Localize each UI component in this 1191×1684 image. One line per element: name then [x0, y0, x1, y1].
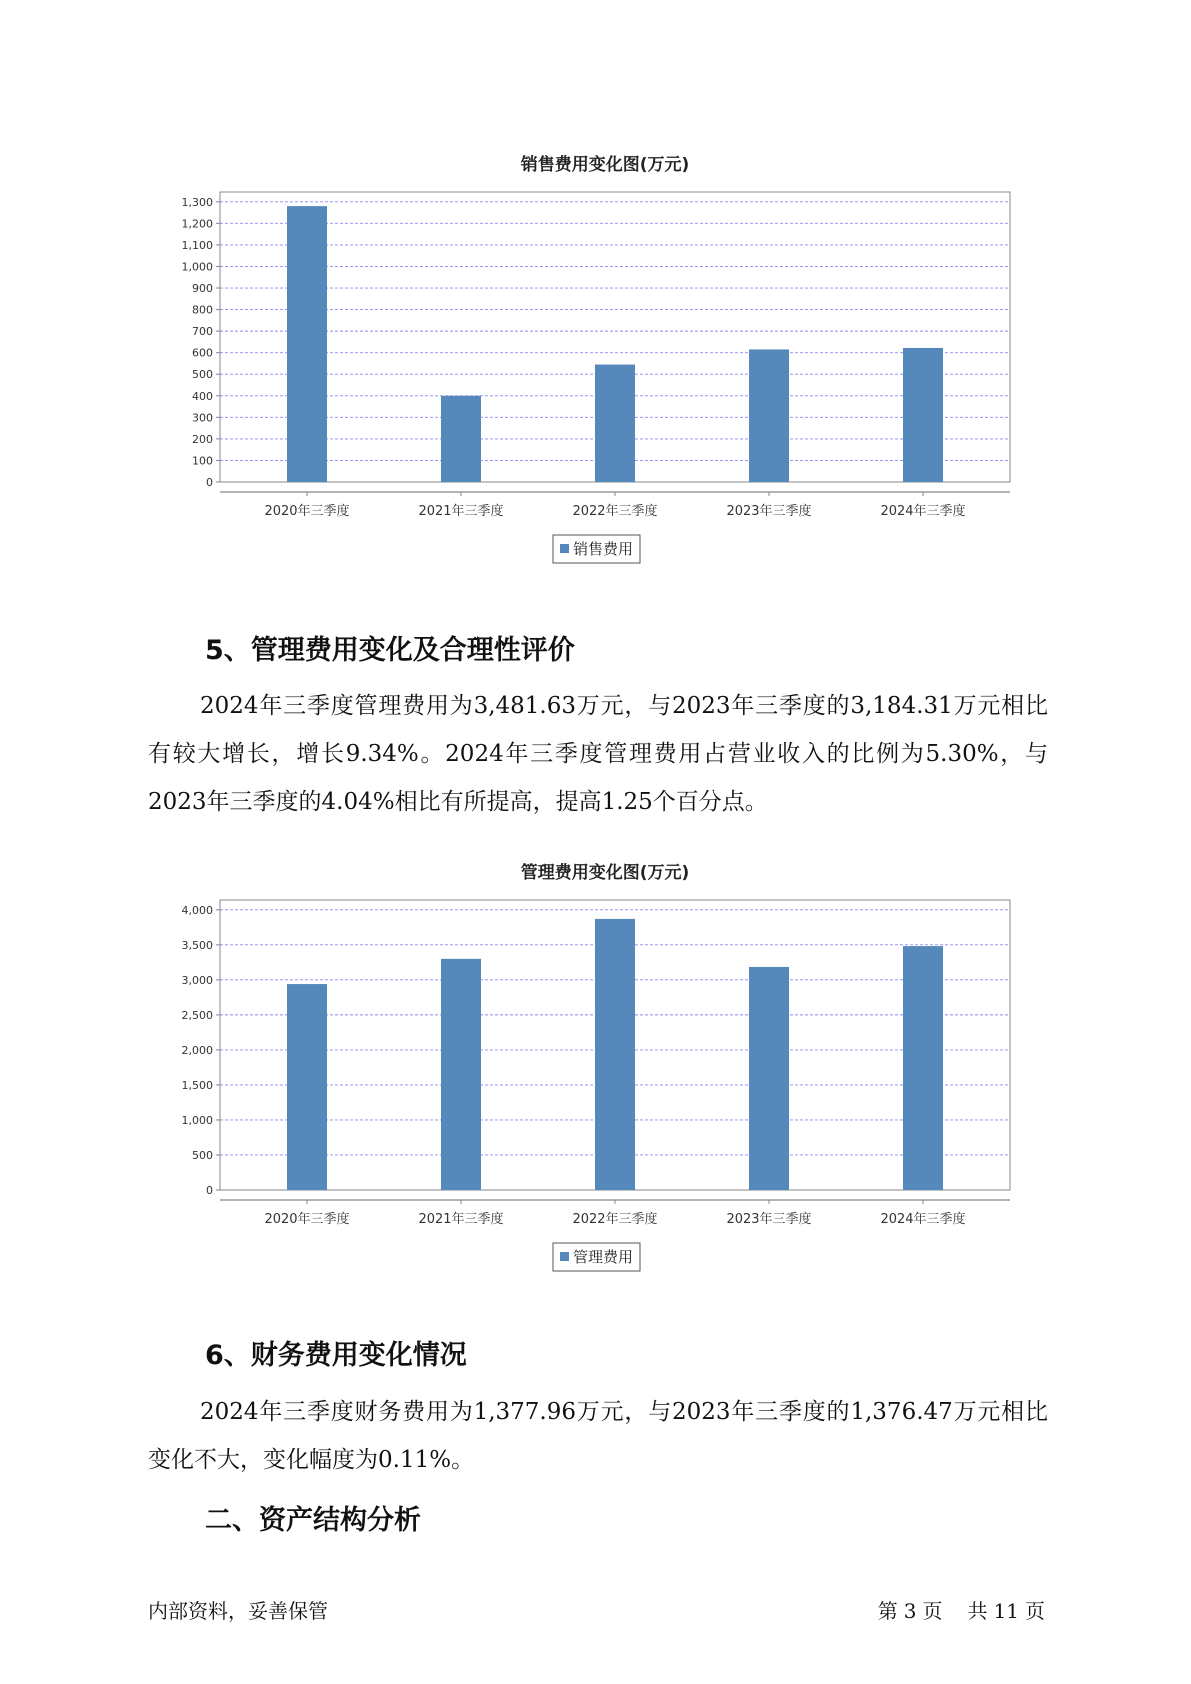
- management-expense-chart: [150, 848, 1030, 1308]
- bar: [903, 348, 943, 482]
- page-prefix: 第: [877, 1599, 898, 1623]
- bar: [749, 967, 789, 1190]
- legend-label: 管理费用: [573, 1248, 634, 1266]
- footer-confidential-note: 内部资料，妥善保管: [148, 1599, 328, 1623]
- y-tick-label: 800: [192, 303, 213, 317]
- x-tick-label: 2023年三季度: [726, 1212, 812, 1227]
- y-tick-label: 700: [192, 325, 213, 339]
- section-6-heading: 6、财务费用变化情况: [205, 1340, 467, 1371]
- page-number: 3: [903, 1599, 917, 1623]
- y-tick-label: 1,500: [181, 1078, 213, 1092]
- chart-legend: [553, 535, 640, 563]
- total-pages: 11: [993, 1599, 1019, 1623]
- bar: [595, 919, 635, 1190]
- y-tick-label: 300: [192, 411, 213, 425]
- bar: [441, 959, 481, 1190]
- bar: [749, 349, 789, 482]
- y-tick-label: 1,200: [181, 217, 213, 231]
- bar: [287, 206, 327, 482]
- y-tick-label: 900: [192, 282, 213, 296]
- management-expense-chart-svg: [150, 848, 1030, 1308]
- x-tick-label: 2021年三季度: [418, 504, 504, 519]
- bar: [441, 396, 481, 482]
- y-tick-label: 400: [192, 389, 213, 403]
- section-5-paragraph: 2024年三季度管理费用为3,481.63万元，与2023年三季度的3,184.31万元相比有较大增长，增长9.34%。2024年三季度管理费用占营业收入的比例为5.30%，与2023年三季度的4.04%相比有所提高，提高1.25个百分点。: [148, 693, 1048, 815]
- x-tick-label: 2021年三季度: [418, 1212, 504, 1227]
- total-prefix: 共: [967, 1599, 988, 1623]
- x-tick-label: 2022年三季度: [572, 504, 658, 519]
- y-tick-label: 100: [192, 454, 213, 468]
- bar: [287, 984, 327, 1190]
- chart-title: 管理费用变化图(万元): [520, 863, 690, 883]
- bar: [595, 365, 635, 482]
- sales-expense-chart: [150, 140, 1030, 600]
- y-tick-label: 2,000: [181, 1043, 213, 1057]
- y-tick-label: 0: [206, 1184, 213, 1197]
- section-5-heading: 5、管理费用变化及合理性评价: [205, 635, 575, 666]
- y-tick-label: 1,100: [181, 238, 213, 252]
- y-tick-label: 3,000: [181, 973, 213, 987]
- legend-label: 销售费用: [573, 540, 634, 558]
- y-tick-label: 1,000: [181, 1113, 213, 1127]
- y-tick-label: 0: [206, 476, 213, 489]
- x-tick-label: 2024年三季度: [880, 504, 966, 519]
- section-two-heading: 二、资产结构分析: [205, 1505, 421, 1536]
- x-tick-label: 2024年三季度: [880, 1212, 966, 1227]
- sales-expense-chart-svg: [150, 140, 1030, 600]
- x-tick-label: 2022年三季度: [572, 1212, 658, 1227]
- section-6-paragraph: 2024年三季度财务费用为1,377.96万元，与2023年三季度的1,376.47万元相比变化不大，变化幅度为0.11%。: [148, 1399, 1048, 1473]
- y-tick-label: 600: [192, 346, 213, 360]
- chart-legend: [553, 1243, 640, 1271]
- y-tick-label: 500: [192, 1148, 213, 1162]
- chart-title: 销售费用变化图(万元): [520, 155, 690, 175]
- y-tick-label: 4,000: [181, 903, 213, 917]
- y-tick-label: 1,300: [181, 195, 213, 209]
- legend-swatch: [560, 1252, 569, 1261]
- legend-swatch: [560, 544, 569, 553]
- y-tick-label: 2,500: [181, 1008, 213, 1022]
- y-tick-label: 500: [192, 368, 213, 382]
- bar: [903, 946, 943, 1190]
- page-suffix: 页: [922, 1599, 943, 1623]
- total-suffix: 页: [1025, 1599, 1045, 1623]
- y-tick-label: 200: [192, 432, 213, 446]
- x-tick-label: 2023年三季度: [726, 504, 812, 519]
- y-tick-label: 1,000: [181, 260, 213, 274]
- x-tick-label: 2020年三季度: [264, 1212, 350, 1227]
- y-tick-label: 3,500: [181, 938, 213, 952]
- footer-page-info: [875, 1595, 1048, 1624]
- x-tick-label: 2020年三季度: [264, 504, 350, 519]
